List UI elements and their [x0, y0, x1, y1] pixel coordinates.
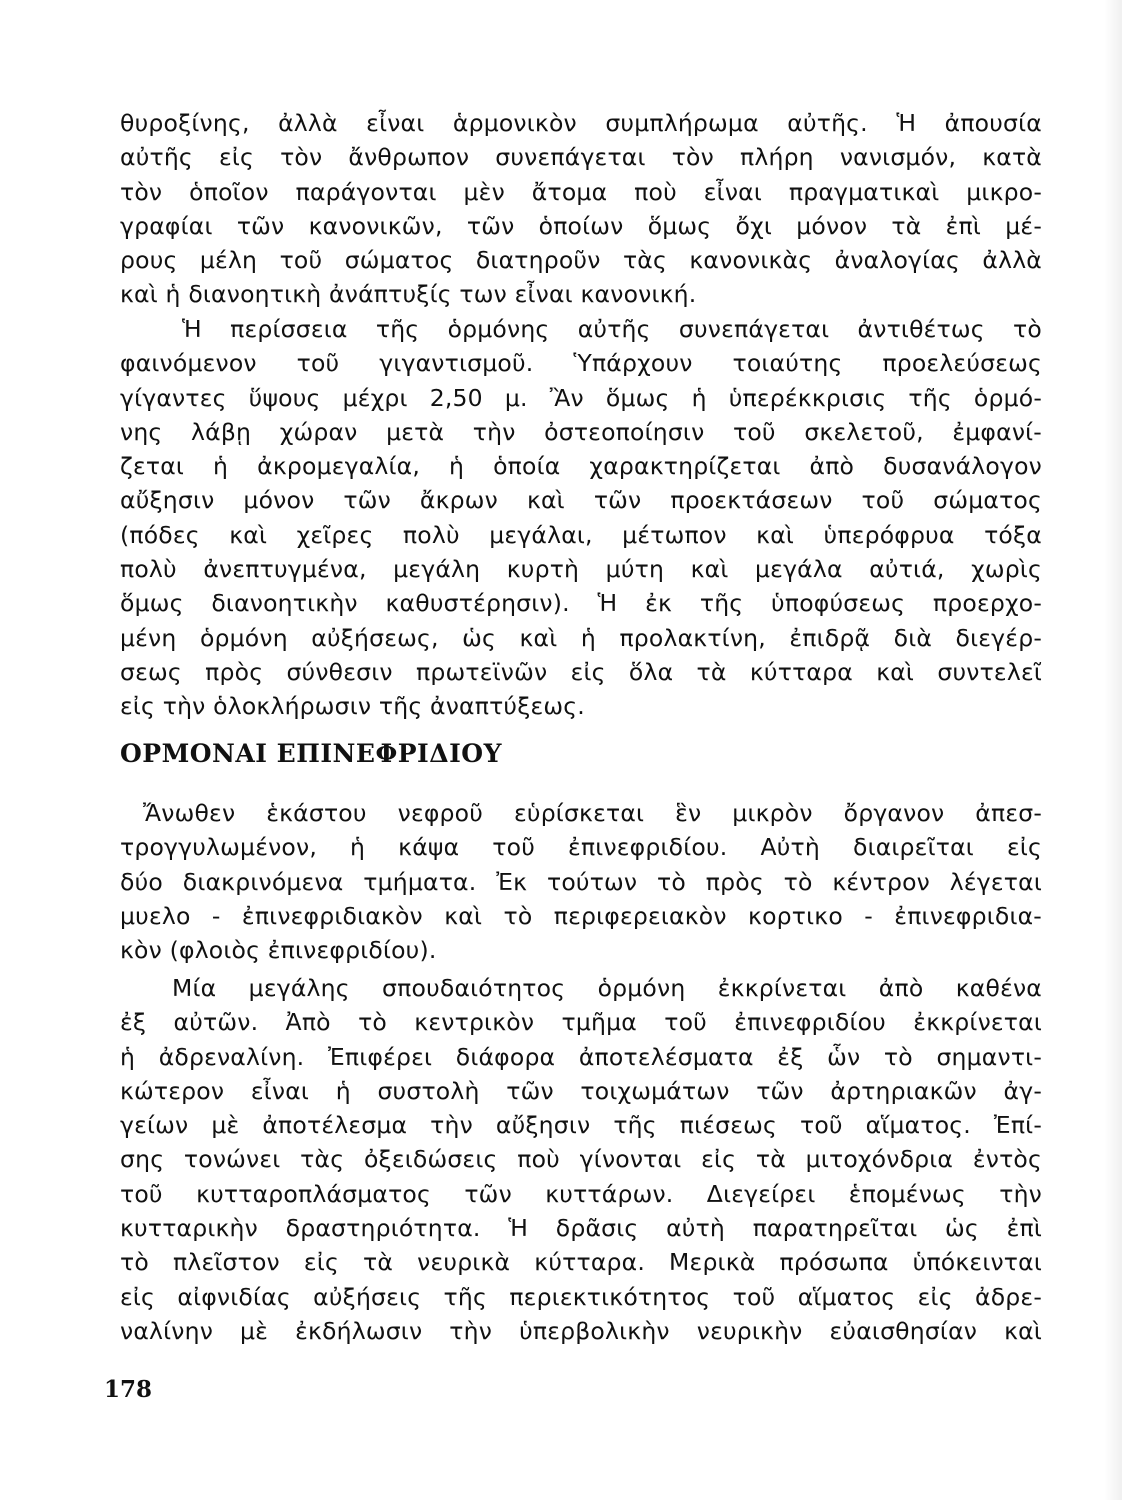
- text-line: γραφίαι τῶν κανονικῶν, τῶν ὁποίων ὅμως ὄχι μόνον τὰ ἐπὶ μέ-: [120, 211, 1042, 240]
- text-line: τρογγυλωμένον, ἡ κάψα τοῦ ἐπινεφριδίου. Αὐτὴ διαιρεῖται εἰς: [120, 833, 1042, 862]
- text-line: κώτερον εἶναι ἡ συστολὴ τῶν τοιχωμάτων τῶν ἀρτηριακῶν ἀγ-: [120, 1076, 1042, 1105]
- text-line: εἰς τὴν ὁλοκλήρωσιν τῆς ἀναπτύξεως.: [120, 692, 585, 721]
- text-line: ζεται ἡ ἀκρομεγαλία, ἡ ὁποία χαρακτηρίζεται ἀπὸ δυσανάλογον: [120, 452, 1042, 481]
- text-line: ἐξ αὐτῶν. Ἀπὸ τὸ κεντρικὸν τμῆμα τοῦ ἐπινεφριδίου ἐκκρίνεται: [120, 1008, 1042, 1037]
- paragraph-adrenal-anatomy: [120, 796, 1042, 967]
- text-line: μυελο - ἐπινεφριδιακὸν καὶ τὸ περιφερειακὸν κορτικο - ἐπινεφριδια-: [120, 901, 1042, 930]
- text-line: δύο διακρινόμενα τμήματα. Ἐκ τούτων τὸ πρὸς τὸ κέντρον λέγεται: [120, 867, 1042, 896]
- text-line: τὸν ὁποῖον παράγονται μὲν ἄτομα ποὺ εἶναι πραγματικαὶ μικρο-: [120, 177, 1042, 206]
- text-line: αὔξησιν μόνον τῶν ἄκρων καὶ τῶν προεκτάσεων τοῦ σώματος: [120, 486, 1042, 515]
- text-line: εἰς αἰφνιδίας αὐξήσεις τῆς περιεκτικότητος τοῦ αἵματος εἰς ἀδρε-: [120, 1282, 1042, 1311]
- text-line: τὸ πλεῖστον εἰς τὰ νευρικὰ κύτταρα. Μερικὰ πρόσωπα ὑπόκεινται: [120, 1248, 1042, 1277]
- text-line: αὐτῆς εἰς τὸν ἄνθρωπον συνεπάγεται τὸν πλήρη νανισμόν, κατὰ: [120, 143, 1042, 172]
- text-line: (πόδες καὶ χεῖρες πολὺ μεγάλαι, μέτωπον καὶ ὑπερόφρυα τόξα: [120, 520, 1042, 549]
- text-line: γίγαντες ὕψους μέχρι 2,50 μ. Ἂν ὅμως ἡ ὑπερέκκρισις τῆς ὁρμό-: [120, 383, 1042, 412]
- text-line: Ἡ περίσσεια τῆς ὁρμόνης αὐτῆς συνεπάγεται ἀντιθέτως τὸ: [182, 315, 1042, 343]
- paragraph-thyroxine: [120, 106, 1042, 312]
- text-line: σεως πρὸς σύνθεσιν πρωτεϊνῶν εἰς ὅλα τὰ κύτταρα καὶ συντελεῖ: [120, 657, 1042, 686]
- scan-edge-shadow: [1104, 0, 1122, 1500]
- paragraph-gigantism: [120, 312, 1042, 724]
- text-line: ἡ ἀδρεναλίνη. Ἐπιφέρει διάφορα ἀποτελέσματα ἐξ ὧν τὸ σημαντι-: [120, 1042, 1042, 1071]
- text-line: ὅμως διανοητικὴν καθυστέρησιν). Ἡ ἐκ τῆς ὑποφύσεως προερχο-: [120, 589, 1042, 618]
- text-line: φαινόμενον τοῦ γιγαντισμοῦ. Ὑπάρχουν τοιαύτης προελεύσεως: [120, 349, 1042, 378]
- text-line: κυτταρικὴν δραστηριότητα. Ἡ δρᾶσις αὐτὴ παρατηρεῖται ὡς ἐπὶ: [120, 1214, 1042, 1243]
- section-heading: ΟΡΜΟΝΑΙ ΕΠΙΝΕΦΡΙΔΙΟΥ: [120, 739, 502, 768]
- text-line: σης τονώνει τὰς ὀξειδώσεις ποὺ γίνονται εἰς τὰ μιτοχόνδρια ἐντὸς: [120, 1145, 1042, 1174]
- text-line: ναλίνην μὲ ἐκδήλωσιν τὴν ὑπερβολικὴν νευρικὴν εὐαισθησίαν καὶ: [120, 1316, 1042, 1345]
- paragraph-adrenaline: [120, 971, 1042, 1348]
- text-line: Ἄνωθεν ἑκάστου νεφροῦ εὑρίσκεται ἓν μικρὸν ὄργανον ἀπεσ-: [143, 799, 1042, 827]
- text-line: γείων μὲ ἀποτέλεσμα τὴν αὔξησιν τῆς πιέσεως τοῦ αἵματος. Ἐπί-: [120, 1111, 1042, 1140]
- text-line: πολὺ ἀνεπτυγμένα, μεγάλη κυρτὴ μύτη καὶ μεγάλα αὐτιά, χωρὶς: [120, 555, 1042, 584]
- text-line: Μία μεγάλης σπουδαιότητος ὁρμόνη ἐκκρίνεται ἀπὸ καθένα: [172, 974, 1042, 1002]
- page-number: 178: [104, 1376, 153, 1403]
- text-line: μένη ὁρμόνη αὐξήσεως, ὡς καὶ ἡ προλακτίνη, ἐπιδρᾷ διὰ διεγέρ-: [120, 623, 1042, 652]
- text-line: τοῦ κυτταροπλάσματος τῶν κυττάρων. Διεγείρει ἑπομένως τὴν: [120, 1179, 1042, 1208]
- text-line: καὶ ἡ διανοητικὴ ἀνάπτυξίς των εἶναι κανονική.: [120, 280, 697, 309]
- text-line: θυροξίνης, ἀλλὰ εἶναι ἁρμονικὸν συμπλήρωμα αὐτῆς. Ἡ ἀπουσία: [120, 109, 1042, 137]
- text-line: νης λάβῃ χώραν μετὰ τὴν ὀστεοποίησιν τοῦ σκελετοῦ, ἐμφανί-: [120, 417, 1042, 446]
- text-line: κὸν (φλοιὸς ἐπινεφριδίου).: [120, 936, 437, 965]
- text-line: ρους μέλη τοῦ σώματος διατηροῦν τὰς κανονικὰς ἀναλογίας ἀλλὰ: [120, 246, 1042, 275]
